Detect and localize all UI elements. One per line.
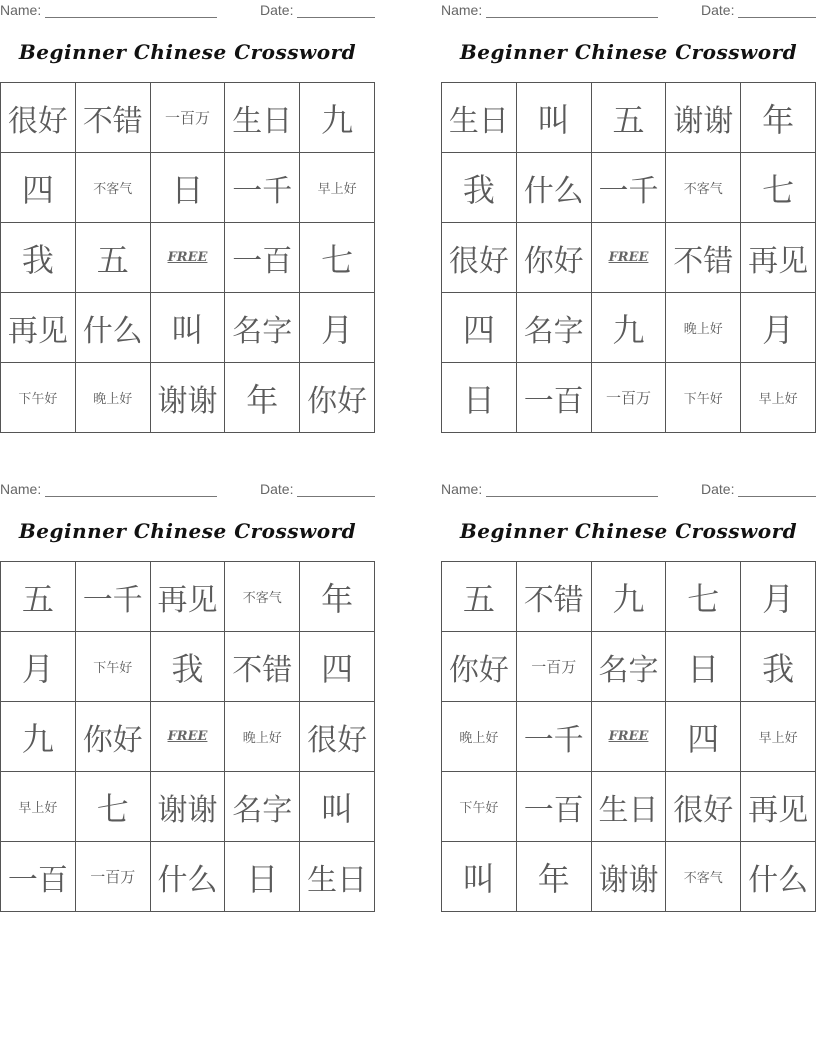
bingo-card <box>441 0 816 440</box>
name-label: Name: <box>441 2 483 18</box>
bingo-cell: 我 <box>151 632 226 702</box>
bingo-cell: 日 <box>151 153 226 223</box>
bingo-cell: 生日 <box>225 83 300 153</box>
bingo-cell: 生日 <box>300 842 375 912</box>
name-date-row <box>441 481 816 499</box>
bingo-cell: 一千 <box>517 702 592 772</box>
bingo-cell: 一百 <box>225 223 300 293</box>
bingo-cell: 你好 <box>300 363 375 433</box>
bingo-cell: 晚上好 <box>76 363 151 433</box>
bingo-cell: 不错 <box>517 562 592 632</box>
bingo-cell: 晚上好 <box>442 702 517 772</box>
name-date-row <box>441 2 816 20</box>
bingo-cell: 四 <box>666 702 741 772</box>
bingo-cell: 年 <box>741 83 816 153</box>
bingo-cell: 七 <box>76 772 151 842</box>
name-label: Name: <box>441 481 483 497</box>
bingo-cell: 九 <box>592 293 667 363</box>
bingo-cell: 一百万 <box>151 83 226 153</box>
bingo-cell: 晚上好 <box>666 293 741 363</box>
free-space: FREE <box>592 702 667 772</box>
bingo-cell: 不错 <box>666 223 741 293</box>
bingo-cell: 一千 <box>592 153 667 223</box>
bingo-cell: 九 <box>300 83 375 153</box>
bingo-cell: 七 <box>741 153 816 223</box>
bingo-cell: 叫 <box>300 772 375 842</box>
bingo-cell: 你好 <box>76 702 151 772</box>
bingo-cell: 一百 <box>517 772 592 842</box>
bingo-cell: 不客气 <box>666 842 741 912</box>
card-title: Beginner Chinese Crossword <box>18 519 357 543</box>
bingo-cell: 很好 <box>442 223 517 293</box>
bingo-cell: 月 <box>1 632 76 702</box>
bingo-cell: 名字 <box>592 632 667 702</box>
date-field-line <box>738 17 816 18</box>
bingo-cell: 我 <box>442 153 517 223</box>
bingo-cell: 名字 <box>225 293 300 363</box>
bingo-cell: 一百 <box>517 363 592 433</box>
date-label: Date: <box>701 481 735 497</box>
bingo-cell: 叫 <box>517 83 592 153</box>
bingo-cell: 五 <box>442 562 517 632</box>
bingo-cell: 四 <box>442 293 517 363</box>
bingo-cell: 谢谢 <box>151 363 226 433</box>
bingo-grid <box>0 561 375 912</box>
bingo-cell: 很好 <box>300 702 375 772</box>
bingo-cell: 月 <box>300 293 375 363</box>
card-title: Beginner Chinese Crossword <box>18 40 357 64</box>
bingo-cell: 很好 <box>666 772 741 842</box>
bingo-cell: 不客气 <box>666 153 741 223</box>
bingo-card <box>0 0 375 440</box>
bingo-cell: 日 <box>442 363 517 433</box>
bingo-cell: 我 <box>741 632 816 702</box>
bingo-grid <box>441 82 816 433</box>
bingo-card <box>0 479 375 919</box>
bingo-cell: 再见 <box>1 293 76 363</box>
card-title: Beginner Chinese Crossword <box>459 519 798 543</box>
bingo-cell: 四 <box>300 632 375 702</box>
bingo-cell: 一千 <box>76 562 151 632</box>
bingo-cell: 不错 <box>225 632 300 702</box>
bingo-cell: 叫 <box>151 293 226 363</box>
bingo-cell: 早上好 <box>1 772 76 842</box>
bingo-cell: 年 <box>517 842 592 912</box>
bingo-cell: 谢谢 <box>666 83 741 153</box>
bingo-cell: 九 <box>1 702 76 772</box>
name-date-row <box>0 481 375 499</box>
bingo-cell: 谢谢 <box>151 772 226 842</box>
bingo-cell: 四 <box>1 153 76 223</box>
bingo-cell: 五 <box>76 223 151 293</box>
bingo-cell: 叫 <box>442 842 517 912</box>
bingo-cell: 你好 <box>517 223 592 293</box>
bingo-cell: 什么 <box>741 842 816 912</box>
bingo-cell: 下午好 <box>442 772 517 842</box>
bingo-cell: 名字 <box>225 772 300 842</box>
bingo-cell: 不客气 <box>76 153 151 223</box>
bingo-cell: 不客气 <box>225 562 300 632</box>
bingo-cell: 什么 <box>76 293 151 363</box>
bingo-cell: 不错 <box>76 83 151 153</box>
date-field-line <box>738 496 816 497</box>
bingo-cell: 下午好 <box>76 632 151 702</box>
date-label: Date: <box>260 2 294 18</box>
bingo-cell: 一千 <box>225 153 300 223</box>
bingo-cell: 五 <box>1 562 76 632</box>
bingo-cell: 名字 <box>517 293 592 363</box>
name-field-line <box>45 496 217 497</box>
bingo-cell: 谢谢 <box>592 842 667 912</box>
bingo-cell: 五 <box>592 83 667 153</box>
bingo-cell: 生日 <box>592 772 667 842</box>
date-label: Date: <box>701 2 735 18</box>
bingo-cell: 日 <box>225 842 300 912</box>
bingo-cell: 早上好 <box>741 702 816 772</box>
bingo-cell: 七 <box>300 223 375 293</box>
bingo-cell: 再见 <box>151 562 226 632</box>
bingo-cell: 一百万 <box>592 363 667 433</box>
bingo-card <box>441 479 816 919</box>
bingo-cell: 月 <box>741 293 816 363</box>
name-label: Name: <box>0 2 42 18</box>
bingo-cell: 什么 <box>517 153 592 223</box>
name-field-line <box>486 496 658 497</box>
bingo-cell: 下午好 <box>1 363 76 433</box>
date-label: Date: <box>260 481 294 497</box>
name-label: Name: <box>0 481 42 497</box>
bingo-cell: 很好 <box>1 83 76 153</box>
name-date-row <box>0 2 375 20</box>
bingo-cell: 早上好 <box>300 153 375 223</box>
bingo-cell: 你好 <box>442 632 517 702</box>
bingo-cell: 生日 <box>442 83 517 153</box>
bingo-cell: 早上好 <box>741 363 816 433</box>
bingo-cell: 月 <box>741 562 816 632</box>
bingo-cell: 九 <box>592 562 667 632</box>
bingo-cell: 年 <box>225 363 300 433</box>
free-space: FREE <box>151 702 226 772</box>
bingo-cell: 再见 <box>741 223 816 293</box>
bingo-cell: 一百 <box>1 842 76 912</box>
bingo-cell: 我 <box>1 223 76 293</box>
bingo-cell: 下午好 <box>666 363 741 433</box>
bingo-grid <box>441 561 816 912</box>
bingo-cell: 晚上好 <box>225 702 300 772</box>
free-space: FREE <box>151 223 226 293</box>
bingo-cell: 什么 <box>151 842 226 912</box>
card-title: Beginner Chinese Crossword <box>459 40 798 64</box>
bingo-cell: 年 <box>300 562 375 632</box>
date-field-line <box>297 17 375 18</box>
bingo-cell: 再见 <box>741 772 816 842</box>
bingo-cell: 一百万 <box>517 632 592 702</box>
name-field-line <box>486 17 658 18</box>
bingo-grid <box>0 82 375 433</box>
bingo-cell: 一百万 <box>76 842 151 912</box>
free-space: FREE <box>592 223 667 293</box>
bingo-cell: 七 <box>666 562 741 632</box>
date-field-line <box>297 496 375 497</box>
name-field-line <box>45 17 217 18</box>
bingo-cell: 日 <box>666 632 741 702</box>
